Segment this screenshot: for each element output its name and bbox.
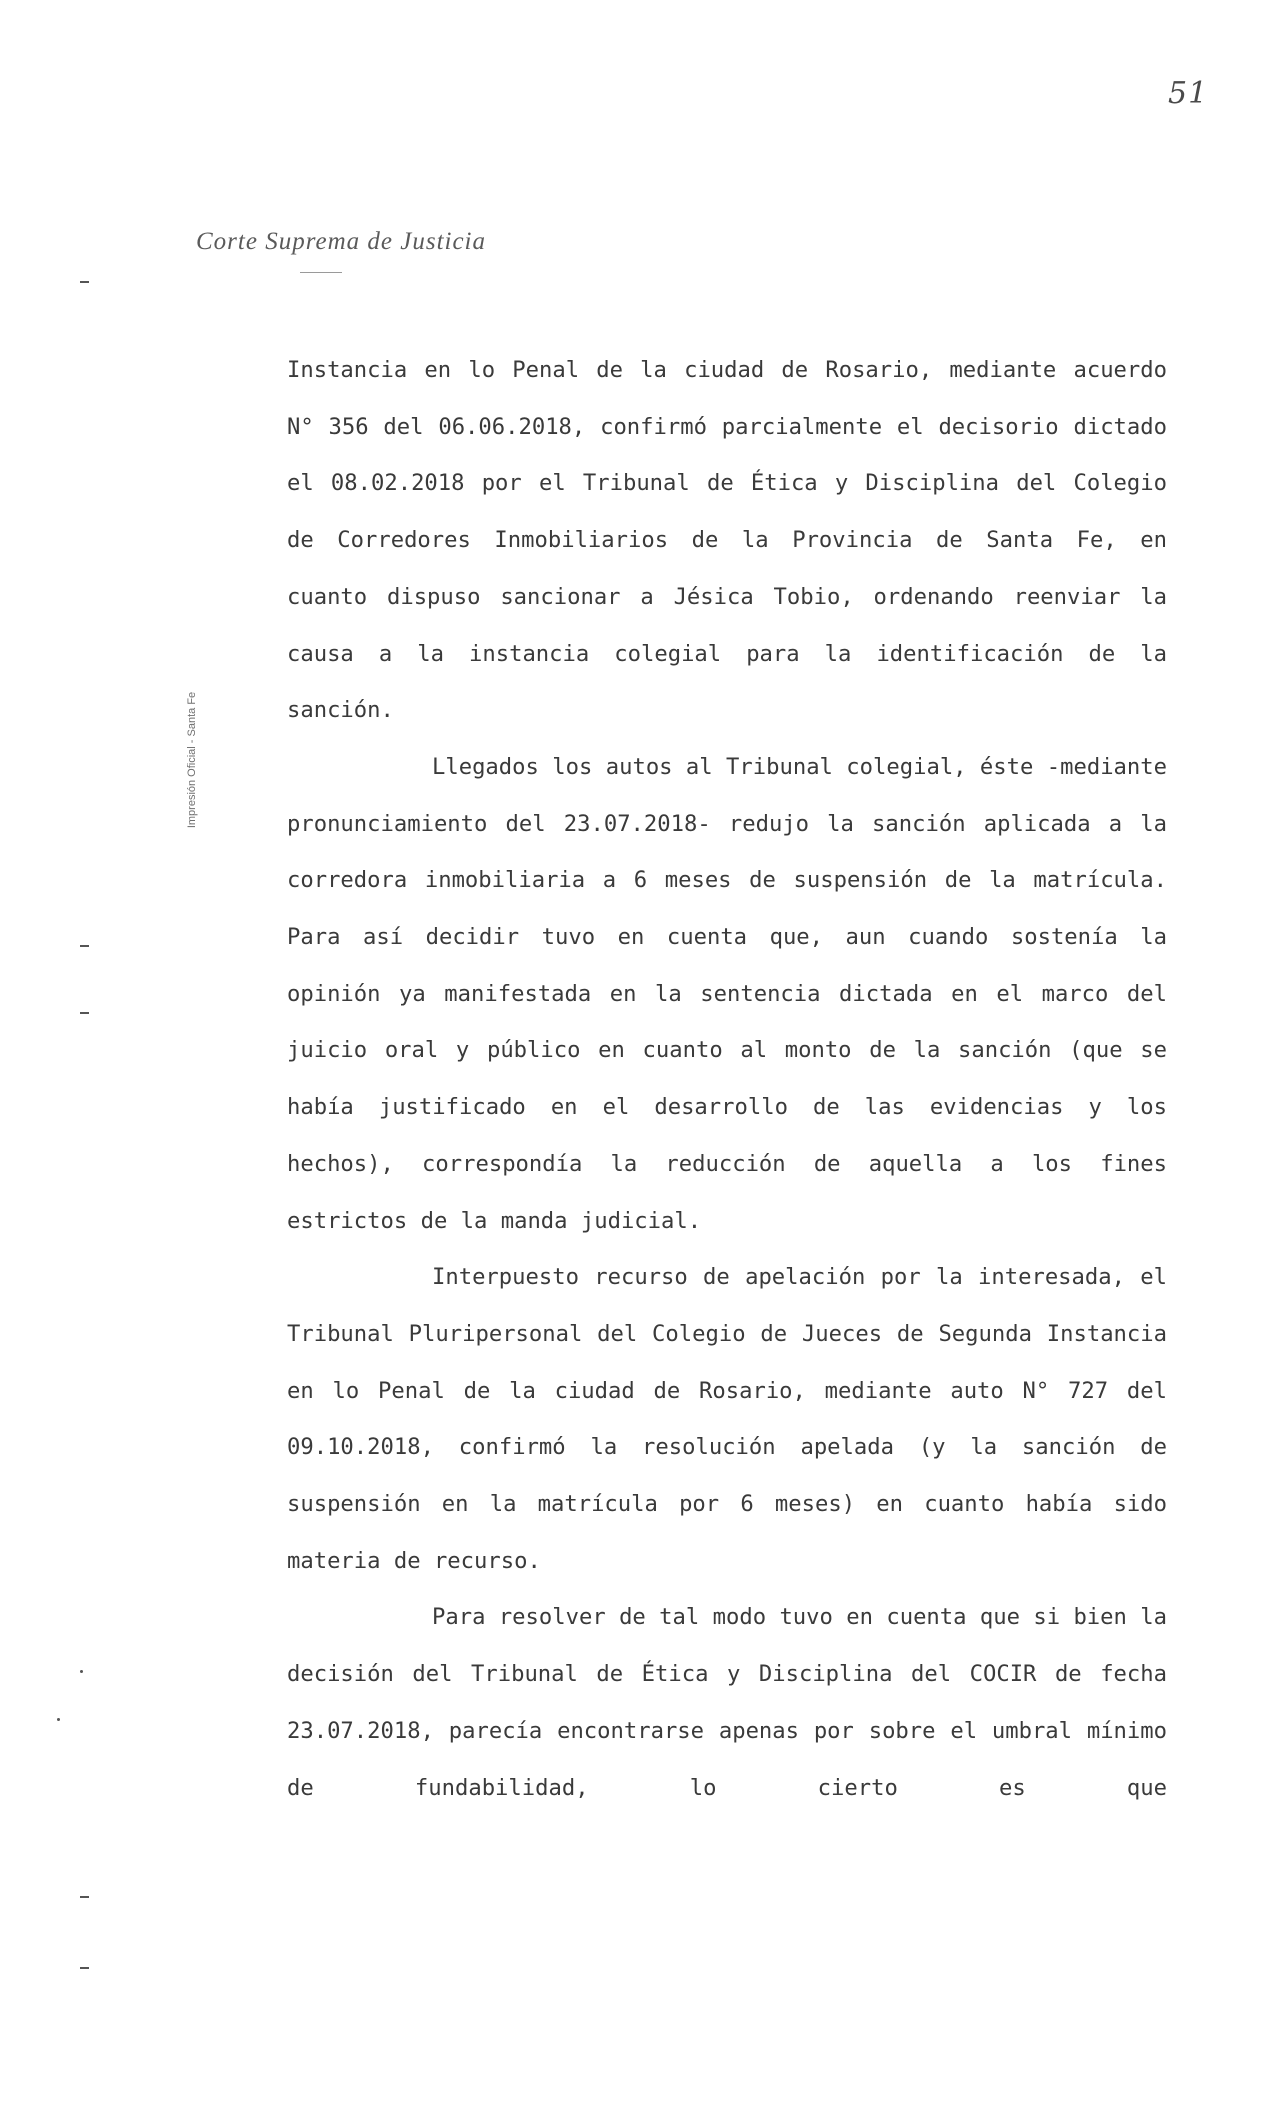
margin-mark: [80, 1012, 89, 1014]
margin-mark: [80, 1896, 89, 1898]
side-stamp: Impresión Oficial - Santa Fe: [186, 691, 198, 829]
margin-mark: [80, 281, 89, 283]
header-rule: [300, 272, 342, 273]
margin-mark: [80, 1967, 89, 1969]
margin-dot: [80, 1670, 83, 1673]
margin-mark: [80, 945, 89, 947]
paragraph-3: Interpuesto recurso de apelación por la interesada, el Tribunal Pluripersonal del Colegio de Jueces de Segunda Instancia en lo Penal de la ciudad de Rosario, mediante auto N° 727 del 09.10.2018, confirmó la resolución apelada (y la sanción de suspensión en la matrícula por 6 meses) en cuanto había sido materia de recurso.: [287, 1264, 1167, 1574]
document-body: [287, 342, 1167, 1816]
court-header: Corte Suprema de Justicia: [196, 228, 487, 255]
margin-dot: [57, 1718, 60, 1721]
paragraph-1: Instancia en lo Penal de la ciudad de Rosario, mediante acuerdo N° 356 del 06.06.2018, confirmó parcialmente el decisorio dictado el 08.02.2018 por el Tribunal de Ética y Disciplina del Colegio de Corredores Inmobiliarios de la Provincia de Santa Fe, en cuanto dispuso sancionar a Jésica Tobio, ordenando reenviar la causa a la instancia colegial para la identificación de la sanción.: [287, 357, 1167, 724]
paragraph-2: Llegados los autos al Tribunal colegial, éste -mediante pronunciamiento del 23.07.2018- redujo la sanción aplicada a la corredora inmobiliaria a 6 meses de suspensión de la matrícula. Para así decidir tuvo en cuenta que, aun cuando sostenía la opinión ya manifestada en la sentencia dictada en el marco del juicio oral y público en cuanto al monto de la sanción (que se había justificado en el desarrollo de las evidencias y los hechos), correspondía la reducción de aquella a los fines estrictos de la manda judicial.: [287, 753, 1167, 1234]
paragraph-4: Para resolver de tal modo tuvo en cuenta que si bien la decisión del Tribunal de Ética y Disciplina del COCIR de fecha 23.07.2018, parecía encontrarse apenas por sobre el umbral mínimo de fundabilidad, lo cierto es que: [287, 1604, 1167, 1801]
page-folio: 51: [1168, 76, 1209, 111]
